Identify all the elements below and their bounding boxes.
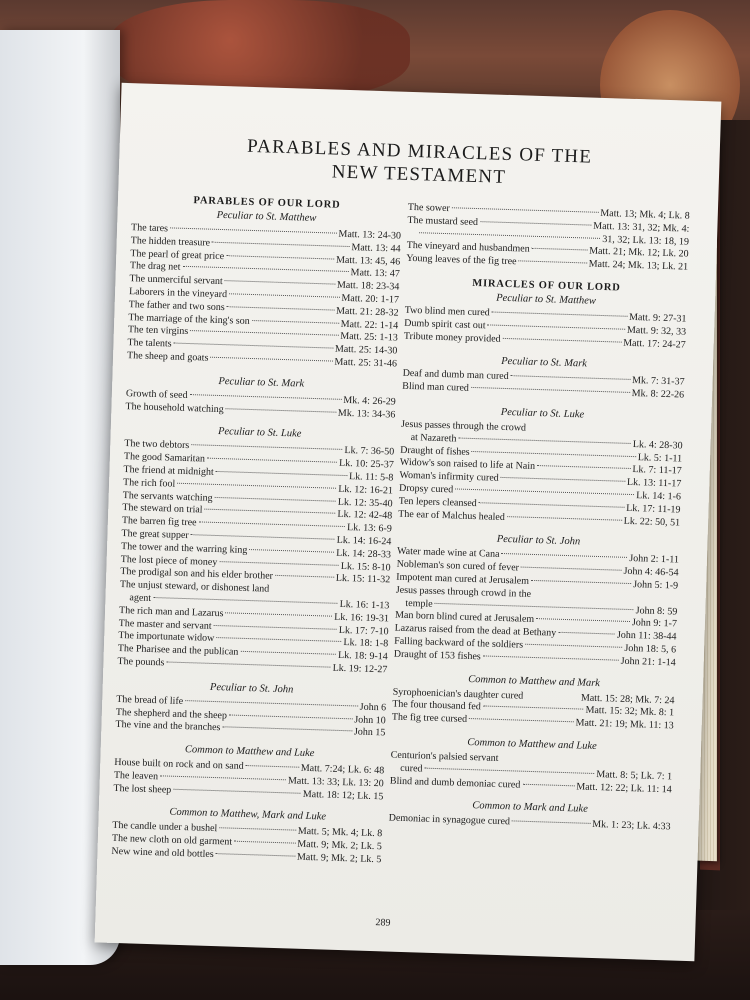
entry-reference: Matt. 13; Mk. 4; Lk. 8 xyxy=(600,207,690,222)
dot-leader xyxy=(199,522,346,528)
section-subheading: Peculiar to St. Luke xyxy=(500,406,585,421)
entry-reference: Lk. 17: 7-10 xyxy=(338,624,389,637)
entry-title: at Nazareth xyxy=(410,431,457,445)
entry-reference: 31, 32; Lk. 13: 18, 19 xyxy=(602,233,690,248)
entry-reference: Lk. 18: 9-14 xyxy=(337,649,388,663)
entry-reference: Lk. 11: 5-8 xyxy=(348,471,394,484)
entry-reference: Matt. 25: 31-46 xyxy=(334,356,398,370)
entry-reference: Matt. 15: 32; Mk. 8: 1 xyxy=(585,704,675,719)
entry-reference: Mk. 13: 34-36 xyxy=(337,407,396,421)
section-subheading: Peculiar to St. Matthew xyxy=(216,209,317,224)
entry-title: agent xyxy=(129,592,152,604)
dot-leader xyxy=(507,516,622,521)
entry-title: Syrophoenician's daughter cured xyxy=(392,686,524,702)
dot-leader xyxy=(225,280,335,284)
entry-title: The four thousand fed xyxy=(392,698,481,713)
page-title-line: NEW TESTAMENT xyxy=(331,161,507,188)
entry-title: The fig tree cursed xyxy=(391,711,468,726)
dot-leader xyxy=(536,618,630,622)
dot-leader xyxy=(219,561,339,566)
dot-leader xyxy=(503,337,622,342)
dot-leader xyxy=(190,394,342,400)
dot-leader xyxy=(492,312,627,317)
entry-reference: Matt. 12: 22; Lk. 11: 14 xyxy=(576,780,672,795)
entry-title: New wine and old bottles xyxy=(111,845,214,861)
entry-reference: Matt. 9; Mk. 2; Lk. 5 xyxy=(297,838,382,853)
entry-title: Jesus passes through crowd in the xyxy=(395,584,532,600)
dot-leader xyxy=(225,612,332,616)
dot-leader xyxy=(173,788,301,793)
entry-title: Water made wine at Cana xyxy=(396,546,500,561)
entry-title: Impotent man cured at Jerusalem xyxy=(396,571,530,587)
page-title-line: PARABLES AND MIRACLES OF THE xyxy=(246,135,593,168)
dot-leader xyxy=(191,534,335,540)
entry-title: The sheep and goats xyxy=(126,350,209,364)
entry-reference: Lk. 22: 50, 51 xyxy=(623,515,681,529)
section-heading: PARABLES OF OUR LORD xyxy=(193,195,341,211)
entry-reference: Matt. 13: 45, 46 xyxy=(335,254,401,268)
entry-title: Blind man cured xyxy=(402,380,470,395)
dot-leader xyxy=(190,330,338,336)
book-page xyxy=(95,83,722,961)
dot-leader xyxy=(452,207,599,213)
dot-leader xyxy=(521,567,622,571)
entry-title: Tribute money provided xyxy=(403,330,501,345)
entry-reference: Lk. 12: 42-48 xyxy=(337,509,393,522)
dot-leader xyxy=(480,221,591,225)
dot-leader xyxy=(226,408,336,412)
entry-reference: Matt. 25: 1-13 xyxy=(340,331,398,344)
dot-leader xyxy=(533,594,676,598)
dot-leader xyxy=(483,655,619,660)
entry-reference: Lk. 15: 11-32 xyxy=(335,573,391,586)
section-subheading: Common to Mark and Luke xyxy=(472,800,588,816)
dot-leader xyxy=(182,266,348,272)
entry-reference: Mk. 7: 31-37 xyxy=(631,375,685,388)
dot-leader xyxy=(153,597,338,604)
entry-reference: Matt. 13: 33; Lk. 13: 20 xyxy=(287,775,384,790)
dot-leader xyxy=(271,589,388,593)
dot-leader xyxy=(419,232,600,239)
dot-leader xyxy=(207,458,337,463)
dot-leader xyxy=(177,482,336,488)
dot-leader xyxy=(471,387,630,393)
entry-title: Widow's son raised to life at Nain xyxy=(399,457,536,473)
dot-leader xyxy=(214,624,337,629)
dot-leader xyxy=(275,575,334,578)
entry-reference: Lk. 7: 36-50 xyxy=(344,445,395,458)
entry-reference: Lk. 10: 25-37 xyxy=(338,457,394,471)
entry-title: Centurion's palsied servant xyxy=(390,749,499,764)
section-subheading: Common to Matthew and Luke xyxy=(467,736,597,752)
dot-leader xyxy=(222,727,352,732)
entry-reference: Matt. 15: 28; Mk. 7: 24 xyxy=(580,692,675,706)
entry-title: The Pharisee and the publican xyxy=(117,643,239,658)
entry-title: Dropsy cured xyxy=(398,482,454,496)
dot-leader xyxy=(435,602,634,609)
entry-title: The candle under a bushel xyxy=(112,820,218,835)
entry-reference: John 9: 1-7 xyxy=(631,617,678,630)
entry-title: The talents xyxy=(127,337,172,350)
section-subheading: Common to Matthew and Luke xyxy=(184,744,315,760)
entry-title: The prodigal son and his elder brother xyxy=(120,566,274,583)
dot-leader xyxy=(455,488,634,495)
dot-leader xyxy=(458,437,630,443)
section-subheading: Peculiar to St. John xyxy=(209,681,294,696)
dot-leader xyxy=(170,227,337,233)
dot-leader xyxy=(215,496,336,501)
page-number: 289 xyxy=(375,917,391,929)
entry-title: Draught of fishes xyxy=(400,444,470,458)
page-title xyxy=(199,133,640,193)
entry-title: Demoniac in synagogue cured xyxy=(388,812,511,828)
entry-title: The shepherd and the sheep xyxy=(115,706,228,721)
dot-leader xyxy=(205,509,336,514)
entry-title: The pounds xyxy=(117,655,165,669)
dot-leader xyxy=(216,637,341,642)
right-column xyxy=(388,202,689,835)
dot-leader xyxy=(216,471,347,476)
entry-title: The good Samaritan xyxy=(123,451,206,465)
entry-reference: Matt. 5; Mk. 4; Lk. 8 xyxy=(297,826,383,840)
entry-reference: Lk. 16: 19-31 xyxy=(334,611,390,625)
entry-reference: Lk. 14: 1-6 xyxy=(636,490,682,503)
entry-title: The mustard seed xyxy=(407,214,479,228)
entry-title: The steward on trial xyxy=(122,502,203,516)
entry-reference: Matt. 25: 14-30 xyxy=(334,343,398,357)
dot-leader xyxy=(166,661,330,667)
entry-title: The hidden treasure xyxy=(130,234,211,249)
dot-leader xyxy=(488,324,625,329)
section-subheading: Peculiar to St. Luke xyxy=(217,426,302,440)
entry-reference: Matt. 13: 47 xyxy=(350,267,400,281)
entry-title: Jesus passes through the crowd xyxy=(400,418,527,434)
dot-leader xyxy=(511,376,630,381)
dot-leader xyxy=(424,767,594,773)
entry-reference: John 15 xyxy=(353,726,386,739)
entry-reference: Matt. 13: 31, 32; Mk. 4: xyxy=(593,220,690,235)
entry-title: Dumb spirit cast out xyxy=(404,317,486,332)
entry-reference: Lk. 4: 28-30 xyxy=(632,438,683,452)
entry-reference: Matt. 13: 44 xyxy=(351,241,401,255)
entry-reference: Matt. 20: 1-17 xyxy=(341,292,400,306)
dot-leader xyxy=(483,706,584,710)
entry-title: The friend at midnight xyxy=(123,463,214,478)
dot-leader xyxy=(501,477,625,482)
entry-title: The ear of Malchus healed xyxy=(398,508,505,523)
entry-reference: Matt. 9: 32, 33 xyxy=(626,324,687,338)
entry-reference: John 11: 38-44 xyxy=(616,629,677,643)
entry-reference: Lk. 14: 28-33 xyxy=(336,547,392,561)
section-heading: MIRACLES OF OUR LORD xyxy=(472,277,621,294)
entry-title: The tower and the warring king xyxy=(120,540,248,556)
dot-leader xyxy=(227,306,334,310)
section-subheading: Common to Matthew and Mark xyxy=(468,673,601,689)
entry-reference: John 4: 46-54 xyxy=(623,565,679,579)
entry-reference: Matt. 21; Mk. 12; Lk. 20 xyxy=(588,245,689,261)
dot-leader xyxy=(528,428,681,433)
entry-reference: Matt. 24; Mk. 13; Lk. 21 xyxy=(588,258,689,273)
entry-title: The servants watching xyxy=(122,489,213,504)
dot-leader xyxy=(531,580,631,584)
entry-reference: Lk. 19: 12-27 xyxy=(332,662,388,676)
dot-leader xyxy=(522,783,574,786)
entry-title: Man born blind cured at Jerusalem xyxy=(394,609,535,626)
dot-leader xyxy=(212,242,349,247)
entry-reference: Lk. 12: 35-40 xyxy=(337,496,393,510)
entry-reference: Lk. 13: 6-9 xyxy=(346,522,392,535)
entry-reference: Mk. 1: 23; Lk. 4:33 xyxy=(592,819,671,833)
dot-leader xyxy=(502,553,628,558)
dot-leader xyxy=(501,758,671,763)
dot-leader xyxy=(537,465,630,469)
entry-reference: John 5: 1-9 xyxy=(632,579,679,592)
entry-reference: Lk. 5: 1-11 xyxy=(637,451,683,465)
dot-leader xyxy=(469,718,573,722)
entry-reference: Mk. 4: 26-29 xyxy=(343,394,396,408)
entry-title: Young leaves of the fig tree xyxy=(406,253,517,268)
entry-title: The lost piece of money xyxy=(120,553,218,568)
dot-leader xyxy=(210,357,332,362)
dot-leader xyxy=(185,700,358,706)
entry-title: The unmerciful servant xyxy=(129,273,223,288)
entry-title: The new cloth on old garment xyxy=(111,833,233,848)
entry-reference: John 2: 1-11 xyxy=(629,553,680,566)
entry-title: The pearl of great price xyxy=(130,247,225,262)
section-subheading: Common to Matthew, Mark and Luke xyxy=(169,807,327,824)
dot-leader xyxy=(234,841,295,844)
entry-title: cured xyxy=(400,762,423,775)
entry-reference: Mk. 8: 22-26 xyxy=(631,388,685,401)
entry-reference: Matt. 21: 19; Mk. 11: 13 xyxy=(575,717,674,732)
entry-reference: John 18: 5, 6 xyxy=(624,642,677,656)
entry-title: Ten lepers cleansed xyxy=(398,495,477,509)
dot-leader xyxy=(216,853,295,856)
entry-title: The master and servant xyxy=(118,617,212,632)
entry-title: The leaven xyxy=(113,769,159,783)
entry-reference: Matt. 9; Mk. 2; Lk. 5 xyxy=(296,851,382,866)
dot-leader xyxy=(249,549,334,553)
entry-reference: Matt. 22: 1-14 xyxy=(340,318,399,332)
entry-title: House built on rock and on sand xyxy=(114,756,244,773)
entry-title: The importunate widow xyxy=(118,630,215,645)
entry-reference: John 10 xyxy=(354,713,386,726)
entry-reference: Matt. 8: 5; Lk. 7: 1 xyxy=(596,768,673,783)
entry-title: Lazarus raised from the dead at Bethany xyxy=(394,622,557,639)
entry-reference: Lk. 16: 1-13 xyxy=(339,598,390,612)
dot-leader xyxy=(229,293,339,297)
entry-title: The unjust steward, or dishonest land xyxy=(119,579,270,595)
entry-title: The ten virgins xyxy=(127,324,189,338)
dot-leader xyxy=(558,632,615,635)
section-subheading: Peculiar to St. Mark xyxy=(501,356,588,370)
entry-title: Blind and dumb demoniac cured xyxy=(389,775,521,791)
left-column xyxy=(111,193,402,867)
entry-title: Nobleman's son cured of fever xyxy=(396,558,520,574)
dot-leader xyxy=(532,248,588,251)
section-subheading: Peculiar to St. Mark xyxy=(218,375,305,390)
entry-reference: John 6 xyxy=(359,701,387,714)
entry-reference: Lk. 12: 16-21 xyxy=(338,483,394,497)
section-subheading: Peculiar to St. John xyxy=(496,534,581,548)
entry-title: The marriage of the king's son xyxy=(128,311,250,327)
entry-reference: Lk. 17: 11-19 xyxy=(626,502,681,516)
entry-title: The drag net xyxy=(129,260,181,274)
dot-leader xyxy=(512,821,590,824)
entry-title: The rich fool xyxy=(122,476,176,490)
dot-leader xyxy=(472,451,636,457)
entry-title: Two blind men cured xyxy=(404,304,490,319)
entry-reference: Matt. 13: 24-30 xyxy=(338,228,402,242)
section-subheading: Peculiar to St. Matthew xyxy=(496,292,597,307)
entry-reference: John 8: 59 xyxy=(635,604,678,618)
entry-reference: Matt. 18: 23-34 xyxy=(336,279,400,293)
entry-reference: Matt. 7:24; Lk. 6: 48 xyxy=(300,762,385,777)
entry-reference: Matt. 9: 27-31 xyxy=(628,311,687,325)
entry-title: The tares xyxy=(130,222,169,235)
dot-leader xyxy=(240,651,336,655)
dot-leader xyxy=(226,255,334,259)
dot-leader xyxy=(160,775,286,780)
dot-leader xyxy=(525,695,579,697)
dot-leader xyxy=(525,644,622,648)
entry-reference: Lk. 14: 16-24 xyxy=(336,534,392,548)
entry-title: The bread of life xyxy=(116,693,184,707)
entry-title: The rich man and Lazarus xyxy=(118,604,224,619)
dot-leader xyxy=(252,320,339,324)
entry-title: Laborers in the vineyard xyxy=(128,286,228,301)
entry-title: The vine and the branches xyxy=(115,719,221,734)
entry-title: Growth of seed xyxy=(125,387,188,401)
dot-leader xyxy=(191,445,342,451)
entry-title: The great supper xyxy=(121,527,189,542)
dot-leader xyxy=(246,765,299,768)
dot-leader xyxy=(519,261,587,264)
entry-reference: Matt. 18: 12; Lk. 15 xyxy=(302,788,384,803)
entry-title: The father and two sons xyxy=(128,298,225,313)
entry-reference: Lk. 13: 11-17 xyxy=(626,477,682,490)
entry-title: Falling backward of the soldiers xyxy=(394,635,524,651)
dot-leader xyxy=(229,714,352,719)
entry-reference: Lk. 18: 1-8 xyxy=(343,637,389,650)
dot-leader xyxy=(219,828,296,831)
dot-leader xyxy=(174,343,333,349)
entry-title: temple xyxy=(405,597,433,610)
entry-title: Draught of 153 fishes xyxy=(393,648,481,663)
dot-leader xyxy=(479,502,624,508)
entry-title: The two debtors xyxy=(124,438,190,452)
entry-title: The vineyard and husbandmen xyxy=(406,240,530,256)
entry-title: The household watching xyxy=(125,400,224,415)
entry-reference: Matt. 17: 24-27 xyxy=(623,337,686,351)
entry-reference: John 21: 1-14 xyxy=(620,655,676,669)
entry-title: The sower xyxy=(407,201,450,215)
entry-title: The lost sheep xyxy=(113,782,172,796)
entry-reference: Lk. 15: 8-10 xyxy=(340,560,391,574)
entry-title: Woman's infirmity cured xyxy=(399,469,499,484)
entry-reference: Lk. 7: 11-17 xyxy=(632,464,682,477)
entry-title: The barren fig tree xyxy=(121,515,197,529)
entry-reference: Matt. 21: 28-32 xyxy=(335,305,399,319)
entry-title: Deaf and dumb man cured xyxy=(402,368,509,383)
